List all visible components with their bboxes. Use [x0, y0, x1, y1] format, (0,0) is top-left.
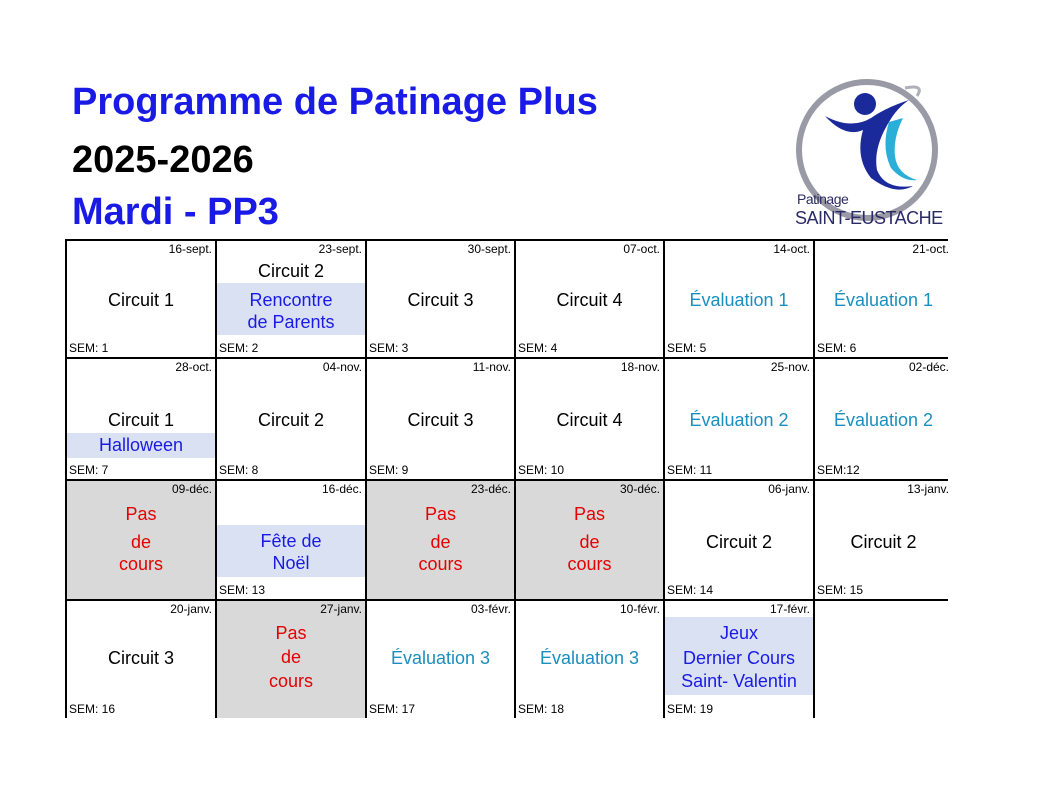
cell-activity: Circuit 4	[556, 410, 623, 430]
cell-week: SEM: 9	[369, 463, 409, 477]
no-class-text: Pas	[275, 623, 307, 643]
cell-date: 10-févr.	[619, 602, 660, 616]
logo-text-club-name: SAINT-EUSTACHE	[795, 208, 943, 228]
season-year: 2025-2026	[72, 139, 254, 181]
cell-date: 18-nov.	[620, 360, 660, 374]
class-day-level: Mardi - PP3	[72, 191, 279, 233]
no-class-text: cours	[118, 554, 163, 574]
cell-week: SEM: 8	[219, 463, 259, 477]
cell-date: 27-janv.	[320, 602, 362, 616]
cell-date: 30-déc.	[619, 482, 660, 496]
cell-event: Jeux	[719, 623, 759, 643]
cell-date: 06-janv.	[768, 482, 810, 496]
cell-activity: Circuit 2	[257, 410, 324, 430]
cell-week: SEM: 17	[369, 702, 416, 716]
calendar-cell	[665, 359, 813, 479]
cell-week: SEM: 18	[518, 702, 565, 716]
calendar-cell	[516, 241, 663, 357]
cell-date: 04-nov.	[322, 360, 362, 374]
cell-event: de Parents	[247, 312, 335, 332]
calendar-cell-no-class	[367, 481, 514, 599]
calendar-cell	[516, 601, 663, 718]
cell-week: SEM: 11	[667, 463, 713, 477]
cell-evaluation: Évaluation 2	[689, 410, 789, 430]
calendar-cell	[665, 481, 813, 599]
no-class-text: Pas	[125, 504, 157, 524]
page-title: Programme de Patinage Plus	[72, 81, 598, 123]
cell-week: SEM: 5	[667, 341, 707, 355]
cell-date: 09-déc.	[171, 482, 212, 496]
cell-evaluation: Évaluation 2	[833, 410, 934, 430]
no-class-text: Pas	[424, 504, 457, 524]
cell-date: 02-déc.	[908, 360, 949, 374]
cell-week: SEM: 6	[817, 341, 857, 355]
cell-activity: Circuit 3	[407, 290, 474, 310]
no-class-text: cours	[567, 554, 612, 574]
calendar-cell	[665, 241, 813, 357]
calendar-cell	[217, 359, 365, 479]
cell-week: SEM: 7	[69, 463, 109, 477]
cell-date: 03-févr.	[470, 602, 511, 616]
cell-date: 20-janv.	[170, 602, 212, 616]
cell-date: 25-nov.	[770, 360, 810, 374]
calendar-cell	[67, 601, 215, 718]
no-class-text: de	[430, 532, 451, 552]
logo-text-patinage: Patinage	[797, 191, 849, 207]
no-class-text: de	[280, 647, 302, 667]
cell-week: SEM: 2	[219, 341, 259, 355]
no-class-text: cours	[268, 671, 313, 691]
cell-date: 28-oct.	[175, 360, 212, 374]
calendar-cell-no-class	[516, 481, 663, 599]
calendar-cell	[67, 359, 215, 479]
cell-activity: Circuit 1	[107, 410, 174, 430]
calendar-cell	[217, 241, 365, 357]
calendar-cell	[217, 481, 365, 599]
calendar-cell	[67, 241, 215, 357]
cell-week: SEM:12	[817, 463, 860, 477]
cell-activity: Circuit 3	[107, 648, 174, 668]
cell-date: 07-oct.	[623, 242, 660, 256]
cell-week: SEM: 10	[518, 463, 565, 477]
cell-evaluation: Évaluation 1	[689, 290, 789, 310]
cell-event: Halloween	[98, 435, 184, 455]
schedule-calendar	[65, 239, 948, 718]
cell-date: 13-janv.	[907, 482, 949, 496]
cell-date: 21-oct.	[912, 242, 949, 256]
calendar-cell	[367, 241, 514, 357]
cell-date: 11-nov.	[472, 360, 511, 374]
cell-date: 17-févr.	[769, 602, 810, 616]
cell-activity: Circuit 1	[107, 290, 174, 310]
cell-week: SEM: 15	[817, 583, 864, 597]
calendar-cell	[815, 241, 952, 357]
cell-week: SEM: 16	[69, 702, 116, 716]
cell-date: 16-déc.	[321, 482, 362, 496]
no-class-text: cours	[418, 554, 463, 574]
cell-date: 16-sept.	[168, 242, 212, 256]
cell-date: 14-oct.	[773, 242, 810, 256]
calendar-cell	[367, 601, 514, 718]
cell-event: Saint- Valentin	[681, 671, 797, 691]
cell-evaluation: Évaluation 3	[539, 648, 640, 668]
cell-evaluation: Évaluation 1	[833, 290, 934, 310]
cell-date: 23-sept.	[318, 242, 362, 256]
club-logo	[785, 78, 945, 230]
cell-week: SEM: 3	[369, 341, 409, 355]
no-class-text: Pas	[573, 504, 606, 524]
no-class-text: de	[579, 532, 600, 552]
cell-activity: Circuit 2	[850, 532, 917, 552]
no-class-text: de	[130, 532, 152, 552]
cell-activity: Circuit 2	[705, 532, 772, 552]
calendar-cell	[815, 481, 952, 599]
calendar-cell	[367, 359, 514, 479]
calendar-cell	[665, 601, 813, 718]
calendar-cell	[815, 359, 952, 479]
cell-week: SEM: 14	[667, 583, 714, 597]
cell-activity: Circuit 3	[407, 410, 474, 430]
cell-activity: Circuit 4	[556, 290, 623, 310]
calendar-cell-empty	[815, 601, 952, 718]
calendar-cell-no-class	[67, 481, 215, 599]
cell-week: SEM: 13	[219, 583, 266, 597]
cell-date: 23-déc.	[470, 482, 511, 496]
cell-activity: Circuit 2	[257, 261, 324, 281]
calendar-cell	[516, 359, 663, 479]
cell-date: 30-sept.	[467, 242, 511, 256]
cell-evaluation: Évaluation 3	[390, 648, 491, 668]
cell-event: Fête de	[260, 531, 322, 551]
calendar-cell-no-class	[217, 601, 365, 718]
cell-event: Rencontre	[249, 290, 333, 310]
cell-week: SEM: 19	[667, 702, 714, 716]
cell-event: Noël	[272, 553, 310, 573]
cell-week: SEM: 4	[518, 341, 558, 355]
cell-event: Dernier Cours	[682, 648, 796, 668]
cell-week: SEM: 1	[69, 341, 109, 355]
